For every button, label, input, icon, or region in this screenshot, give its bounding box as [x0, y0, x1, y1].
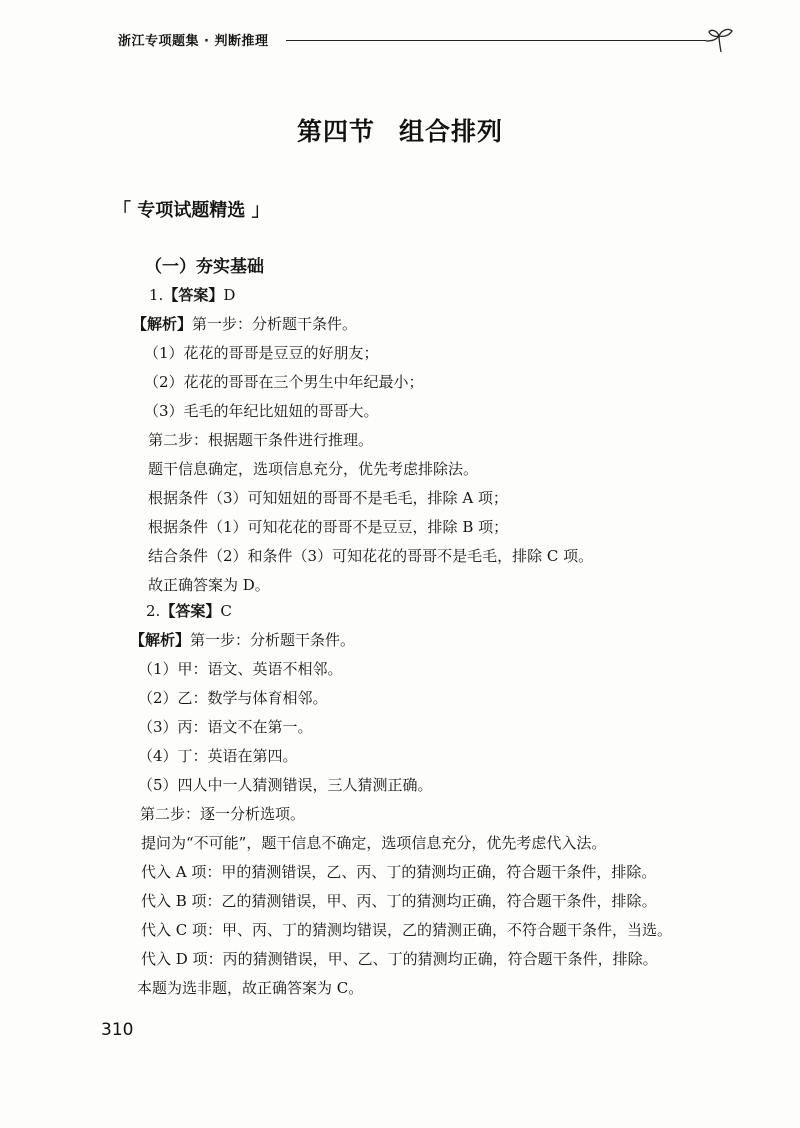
- q2-line: 代入 B 项：乙的猜测错误，甲、丙、丁的猜测均正确，符合题干条件，排除。: [141, 892, 657, 910]
- q2-line: 代入 D 项：丙的猜测错误，甲、乙、丁的猜测均正确，符合题干条件，排除。: [141, 950, 658, 968]
- chapter-number: 第四节: [296, 117, 375, 146]
- q2-line: 第二步：逐一分析选项。: [140, 805, 306, 823]
- q2-line: 本题为选非题，故正确答案为 C。: [137, 979, 364, 997]
- q2-line: 代入 A 项：甲的猜测错误，乙、丙、丁的猜测均正确，符合题干条件，排除。: [141, 863, 657, 881]
- sprout-icon: [702, 26, 736, 56]
- page-number: 310: [101, 1020, 134, 1040]
- q1-line: 结合条件（2）和条件（3）可知花花的哥哥不是毛毛，排除 C 项。: [148, 547, 594, 565]
- q2-answer-line: [146, 601, 232, 621]
- q2-line: （5）四人中一人猜测错误，三人猜测正确。: [138, 776, 433, 794]
- q2-line: （1）甲：语文、英语不相邻。: [138, 660, 343, 678]
- q1-answer-value: D: [223, 286, 236, 304]
- q2-line: （2）乙：数学与体育相邻。: [138, 689, 328, 707]
- header-title: 浙江专项题集 · 判断推理: [118, 34, 269, 49]
- q2-analysis-label: 【解析】: [130, 631, 191, 649]
- q1-number: 1.: [149, 286, 164, 304]
- q2-line: 代入 C 项：甲、丙、丁的猜测均错误，乙的猜测正确，不符合题干条件，当选。: [141, 921, 673, 939]
- subsection-heading: （一）夯实基础: [145, 257, 264, 277]
- q1-line: 第二步：根据题干条件进行推理。: [148, 431, 374, 449]
- q1-line: （1）花花的哥哥是豆豆的好朋友；: [144, 344, 379, 362]
- q1-answer-line: [149, 285, 235, 305]
- q1-analysis-label: 【解析】: [132, 315, 193, 333]
- q2-line: 提问为“不可能”，题干信息不确定，选项信息充分，优先考虑代入法。: [141, 834, 607, 852]
- chapter-name: 组合排列: [399, 117, 504, 146]
- q1-line: 题干信息确定，选项信息充分，优先考虑排除法。: [148, 460, 479, 478]
- q1-line: 故正确答案为 D。: [148, 576, 270, 594]
- q2-line: （4）丁：英语在第四。: [138, 747, 298, 765]
- q1-line: 根据条件（3）可知妞妞的哥哥不是毛毛，排除 A 项；: [148, 489, 508, 507]
- header-rule: [286, 40, 706, 41]
- section-heading: 「 专项试题精选 」: [113, 200, 270, 221]
- q1-analysis-line: [132, 314, 357, 334]
- q2-line: （3）丙：语文不在第一。: [138, 718, 313, 736]
- q2-answer-value: C: [220, 602, 232, 620]
- q2-line: 第一步：分析题干条件。: [190, 631, 356, 649]
- chapter-title: [0, 112, 800, 148]
- q1-line: 第一步：分析题干条件。: [192, 315, 358, 333]
- q1-line: （2）花花的哥哥在三个男生中年纪最小；: [144, 373, 424, 391]
- q1-line: （3）毛毛的年纪比妞妞的哥哥大。: [144, 402, 379, 420]
- q2-analysis-line: [130, 630, 355, 650]
- q2-number: 2.: [146, 602, 161, 620]
- q2-answer-label: 【答案】: [160, 602, 221, 620]
- running-header: [118, 28, 738, 56]
- q1-answer-label: 【答案】: [163, 286, 224, 304]
- q1-line: 根据条件（1）可知花花的哥哥不是豆豆，排除 B 项；: [148, 518, 509, 536]
